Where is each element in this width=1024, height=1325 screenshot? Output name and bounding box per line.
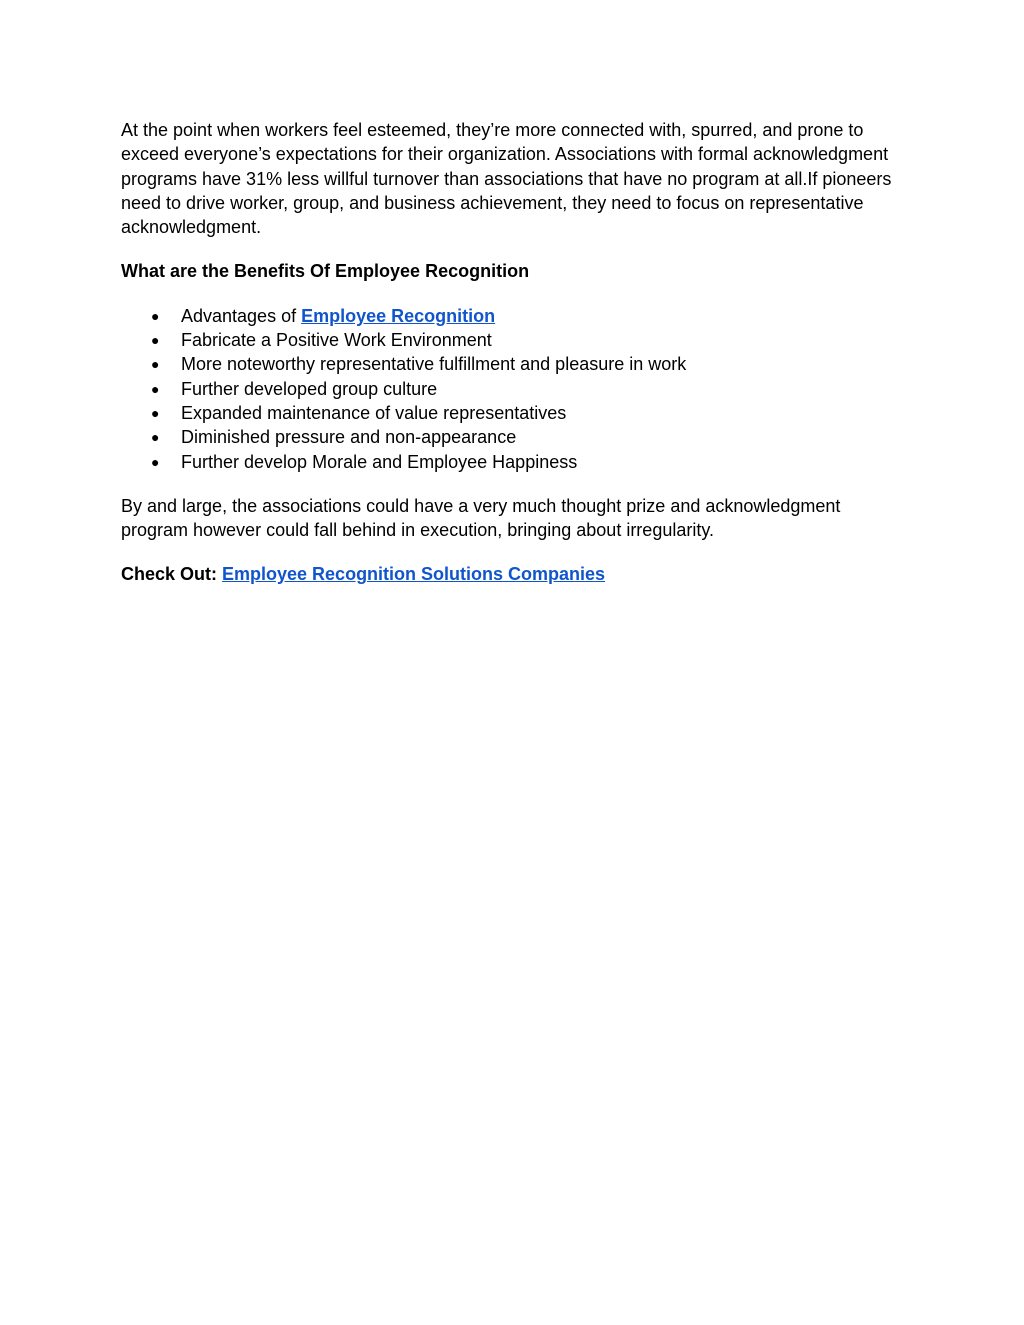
bullet-icon: ● bbox=[151, 453, 160, 470]
checkout-line bbox=[121, 562, 901, 586]
list-item-text: More noteworthy representative fulfillment and pleasure in work bbox=[181, 354, 687, 375]
list-item bbox=[121, 450, 901, 474]
list-item-text: Diminished pressure and non-appearance bbox=[181, 427, 517, 448]
list-item bbox=[121, 304, 901, 328]
closing-paragraph: By and large, the associations could have a very much thought prize and acknowledgment program however could fall behind in execution, bringing about irregularity. bbox=[121, 495, 841, 541]
employee-recognition-link[interactable]: Employee Recognition bbox=[301, 305, 496, 326]
list-item bbox=[121, 377, 901, 401]
bullet-icon: ● bbox=[151, 404, 160, 421]
benefits-list bbox=[121, 304, 901, 474]
document-body bbox=[121, 118, 901, 607]
bullet-icon: ● bbox=[151, 356, 160, 373]
bullet-icon: ● bbox=[151, 380, 160, 397]
section-heading: What are the Benefits Of Employee Recognition bbox=[121, 261, 530, 282]
bullet-icon: ● bbox=[151, 332, 160, 349]
list-item bbox=[121, 401, 901, 425]
list-item bbox=[121, 425, 901, 449]
bullet-icon: ● bbox=[151, 429, 160, 446]
list-item-text: Expanded maintenance of value representatives bbox=[181, 402, 567, 423]
checkout-label: Check Out: bbox=[121, 564, 223, 585]
intro-paragraph: At the point when workers feel esteemed, they’re more connected with, spurred, and prone to exceed everyone’s expectations for their organization. Associations with formal acknowledgment programs have 31% less willful turnover than associations that have no program at all.If pioneers need to drive worker, group, and business achievement, they need to focus on representative acknowledgment. bbox=[121, 120, 892, 238]
list-item bbox=[121, 328, 901, 352]
list-item bbox=[121, 352, 901, 376]
list-item-prefix: Advantages of bbox=[181, 305, 302, 326]
list-item-text: Fabricate a Positive Work Environment bbox=[181, 330, 492, 351]
list-item-text: Further develop Morale and Employee Happiness bbox=[181, 451, 578, 472]
solutions-companies-link[interactable]: Employee Recognition Solutions Companies bbox=[222, 564, 606, 585]
list-item-text: Further developed group culture bbox=[181, 378, 438, 399]
bullet-icon: ● bbox=[151, 307, 160, 324]
